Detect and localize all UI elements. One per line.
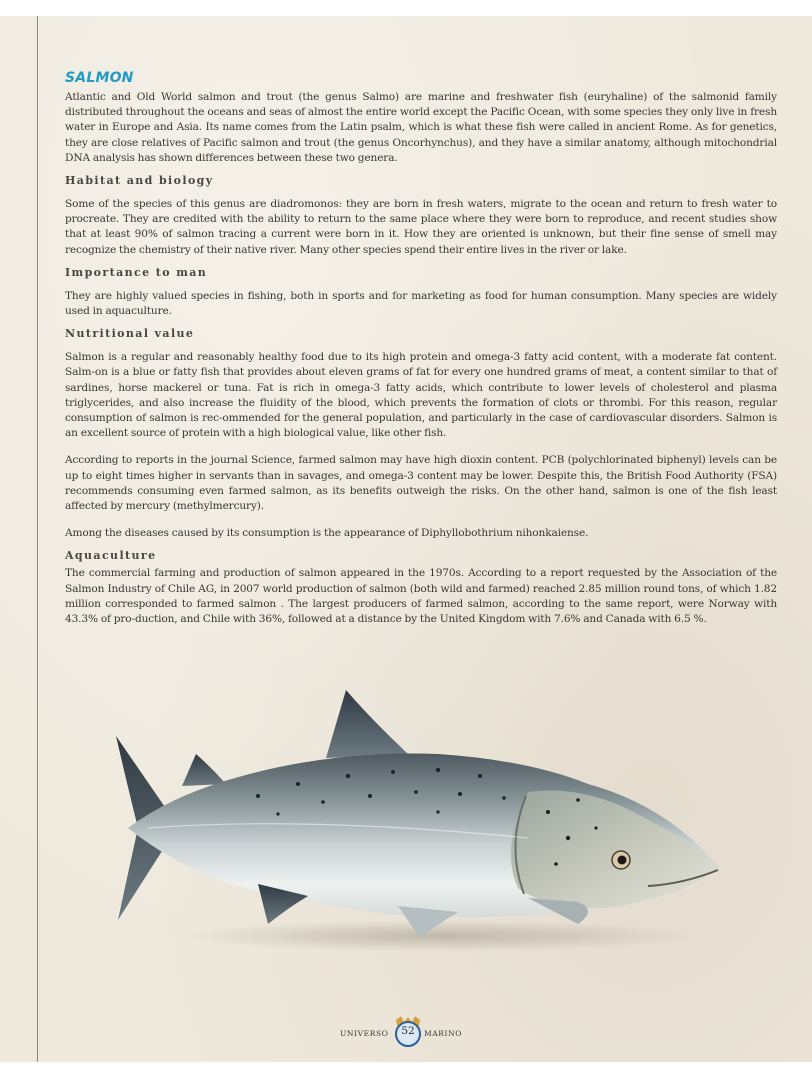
- section-heading-aquaculture: Aquaculture: [65, 549, 157, 563]
- page-footer: [0, 1016, 812, 1056]
- nutrition-paragraph-3: Among the diseases caused by its consumption is the appearance of Diphyllobothrium nihonkaiense.: [65, 527, 589, 540]
- top-margin-band: [0, 0, 812, 16]
- aquaculture-paragraph: The commercial farming and production of salmon appeared in the 1970s. According to a report requested by the Association of the Salmon Industry of Chile AG, in 2007 world production of salmon (both wild and farmed) reached 2.85 million round tons, of which 1.82 million corresponded to farmed salmon . The largest producers of farmed salmon, according to the same report, were Norway with 43.3% of pro-duction, and Chile with 36%, followed at a distance by the United Kingdom with 7.6% and Canada with 6.5 %.: [65, 567, 777, 626]
- article-body: [65, 70, 777, 639]
- nutrition-paragraph-2: According to reports in the journal Science, farmed salmon may have high dioxin content. PCB (polychlorinated biphenyl) levels can be up to eight times higher in servants than in savages, and omega-3 content may be lower. Despite this, the British Food Authority (FSA) recommends consuming even farmed salmon, as its benefits outweigh the risks. On the other hand, salmon is one of the fish least affected by mercury (methylmercury).: [65, 454, 777, 513]
- footer-brand-left: UNIVERSO: [340, 1029, 389, 1038]
- left-margin-rule: [37, 16, 38, 1062]
- article-title: SALMON: [65, 70, 134, 86]
- section-heading-importance: Importance to man: [65, 265, 208, 279]
- bottom-margin-band: [0, 1062, 812, 1080]
- footer-brand-right: MARINO: [424, 1029, 463, 1038]
- section-heading-nutrition: Nutritional value: [65, 327, 195, 341]
- importance-paragraph: They are highly valued species in fishing, both in sports and for marketing as food for human consumption. Many species are widely used in aquaculture.: [65, 289, 777, 318]
- intro-paragraph: Atlantic and Old World salmon and trout (the genus Salmo) are marine and freshwater fish (euryhaline) of the salmonid family distributed throughout the oceans and seas of almost the entire world except the Pacific Ocean, with some species they only live in fresh water in Europe and Asia. Its name comes from the Latin psalm, which is what these fish were called in ancient Rome. As for genetics, they are close relatives of Pacific salmon and trout (the genus Oncorhynchus), and they have a similar anatomy, although mitochondrial DNA analysis has shown differences between these two genera.: [65, 91, 777, 164]
- habitat-paragraph: Some of the species of this genus are diadromonos: they are born in fresh waters, migrate to the ocean and return to fresh water to procreate. They are credited with the ability to return to the same place where they were born to reproduce, and recent studies show that at least 90% of salmon tracing a current were born in it. How they are oriented is unknown, but their fine sense of smell may recognize the chemistry of their native river. Many other species spend their entire lives in the river or lake.: [65, 198, 777, 256]
- page-number: 52: [401, 1025, 415, 1037]
- salmon-illustration: [108, 688, 728, 958]
- section-heading-habitat: Habitat and biology: [65, 174, 214, 188]
- nutrition-paragraph-1: Salmon is a regular and reasonably healthy food due to its high protein and omega-3 fatty acid content, with a moderate fat content. Salm-on is a blue or fatty fish that provides about eleven grams of fat for every one hundred grams of meat, a content similar to that of sardines, horse mackerel or tuna. Fat is rich in omega-3 fatty acids, which contribute to lower levels of cholesterol and plasma triglycerides, and also increase the fluidity of the blood, which prevents the formation of clots or thrombi. For this reason, regular consumption of salmon is rec-ommended for the general population, and particularly in the case of cardiovascular disorders. Salmon is an excellent source of protein with a high biological value, like other fish.: [65, 351, 777, 440]
